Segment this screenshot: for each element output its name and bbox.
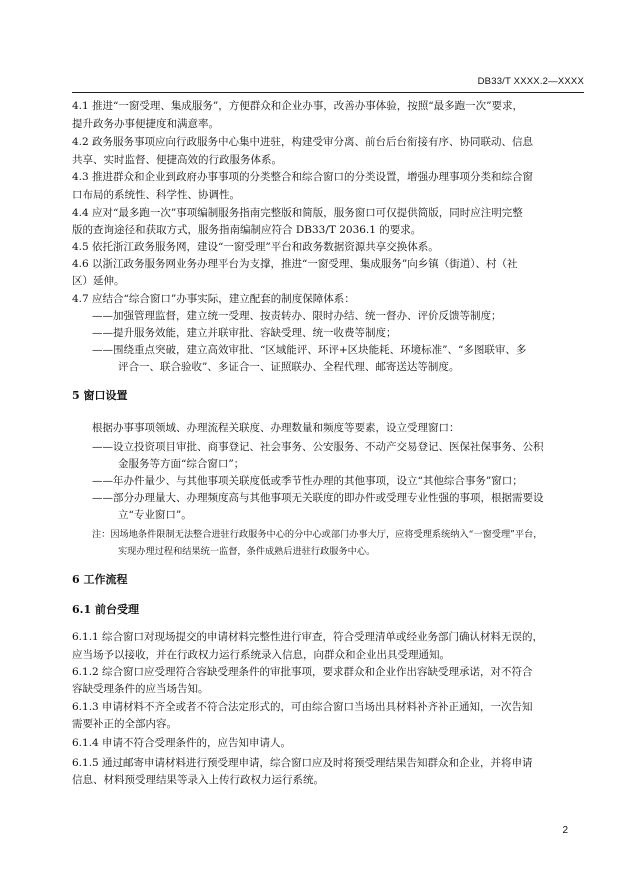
page-number: 2	[562, 825, 568, 836]
para-4-2-line-2: 共享、实时监督、便捷高效的行政服务体系。	[72, 154, 282, 166]
para-6-1-2-line-2: 容缺受理条件的应当场告知。	[72, 683, 209, 695]
para-4-6-line-2: 区）延伸。	[72, 275, 125, 287]
list-item-4-7-c-line-1: ——围绕重点突破，建立高效审批、“区域能评、环评+区块能耗、环境标准”、“多图联审、多	[92, 344, 527, 356]
list-item-4-7-b: ——提升服务效能，建立并联审批、容缺受理、统一收费等制度；	[92, 327, 397, 339]
para-4-7: 4.7 应结合“综合窗口”办事实际，建立配套的制度保障体系：	[72, 293, 355, 305]
note-line-1: 注：因场地条件限制无法整合进驻行政服务中心的分中心或部门办事大厅，应将受理系统纳入“一窗受理”平台，	[92, 529, 543, 540]
para-5-intro: 根据办事事项领域、办理流程关联度、办理数量和频度等要素，设立受理窗口：	[92, 422, 460, 434]
section-6-title: 6 工作流程	[72, 573, 128, 586]
para-6-1-3-line-1: 6.1.3 申请材料不齐全或者不符合法定形式的，可由综合窗口当场出具材料补齐补正通知，一次告知	[72, 701, 533, 713]
list-item-5-b: ——年办件量少、与其他事项关联度低或季节性办理的其他事项，设立“其他综合事务”窗口；	[92, 475, 523, 487]
list-item-4-7-a: ——加强管理监督，建立统一受理、按责转办、限时办结、统一督办、评价反馈等制度；	[92, 310, 502, 322]
para-4-2-line-1: 4.2 政务服务事项应向行政服务中心集中进驻，构建受审分离、前台后台衔接有序、协同联动、信息	[72, 136, 534, 148]
para-4-4-line-1: 4.4 应对“最多跑一次”事项编制服务指南完整版和简版，服务窗口可仅提供简版，同时应注明完整	[72, 207, 523, 219]
list-item-5-c-line-2: 立“专业窗口”。	[118, 509, 192, 521]
para-4-3-line-2: 口布局的系统性、科学性、协调性。	[72, 189, 240, 201]
para-4-5: 4.5 依托浙江政务服务网，建设“一窗受理”平台和政务数据资源共享交换体系。	[72, 241, 439, 253]
para-6-1-5-line-1: 6.1.5 通过邮寄申请材料进行预受理申请，综合窗口应及时将预受理结果告知群众和企业，并将申请	[72, 757, 533, 769]
para-6-1-2-line-1: 6.1.2 综合窗口应受理符合容缺受理条件的审批事项，要求群众和企业作出容缺受理承诺，对不符合	[72, 666, 533, 678]
para-4-3-line-1: 4.3 推进群众和企业到政府办事事项的分类整合和综合窗口的分类设置，增强办理事项分类和综合窗	[72, 171, 534, 183]
para-6-1-5-line-2: 信息、材料预受理结果等录入上传行政权力运行系统。	[72, 774, 324, 786]
section-6-1-title: 6.1 前台受理	[72, 603, 139, 616]
para-6-1-4: 6.1.4 申请不符合受理条件的，应告知申请人。	[72, 737, 292, 749]
list-item-4-7-c-line-2: 评合一、联合验收”、多证合一、证照联办、全程代理、邮寄送达等制度。	[118, 361, 460, 373]
para-4-6-line-1: 4.6 以浙江政务服务网业务办理平台为支撑，推进“一窗受理、集成服务”向乡镇（街道）、村（社	[72, 258, 518, 270]
header-rule	[72, 92, 584, 93]
list-item-5-a-line-2: 金服务等方面“综合窗口”；	[118, 458, 245, 470]
section-5-title: 5 窗口设置	[72, 389, 128, 402]
para-6-1-1-line-1: 6.1.1 综合窗口对现场提交的申请材料完整性进行审查，符合受理清单或经业务部门确认材料无误的，	[72, 631, 544, 643]
para-4-4-line-2: 版的查询途径和获取方式，服务指南编制应符合 DB33/T 2036.1 的要求。	[72, 224, 422, 236]
list-item-5-a-line-1: ——设立投资项目审批、商事登记、社会事务、公安服务、不动产交易登记、医保社保事务、公积	[92, 441, 544, 453]
para-4-1-line-1: 4.1 推进“一窗受理、集成服务”，方便群众和企业办事，改善办事体验，按照“最多跑一次”要求，	[72, 100, 524, 112]
para-6-1-3-line-2: 需要补正的全部内容。	[72, 718, 177, 730]
list-item-5-c-line-1: ——部分办理量大、办理频度高与其他事项无关联度的即办件或受理专业性强的事项，根据需要设	[92, 492, 544, 504]
para-6-1-1-line-2: 应当场予以接收，并在行政权力运行系统录入信息，向群众和企业出具受理通知。	[72, 649, 450, 661]
para-4-1-line-2: 提升政务办事便捷度和满意率。	[72, 118, 219, 130]
document-id: DB33/T XXXX.2—XXXX	[477, 76, 584, 87]
note-line-2: 实现办理过程和结果统一监督，条件成熟后进驻行政服务中心。	[118, 546, 376, 557]
